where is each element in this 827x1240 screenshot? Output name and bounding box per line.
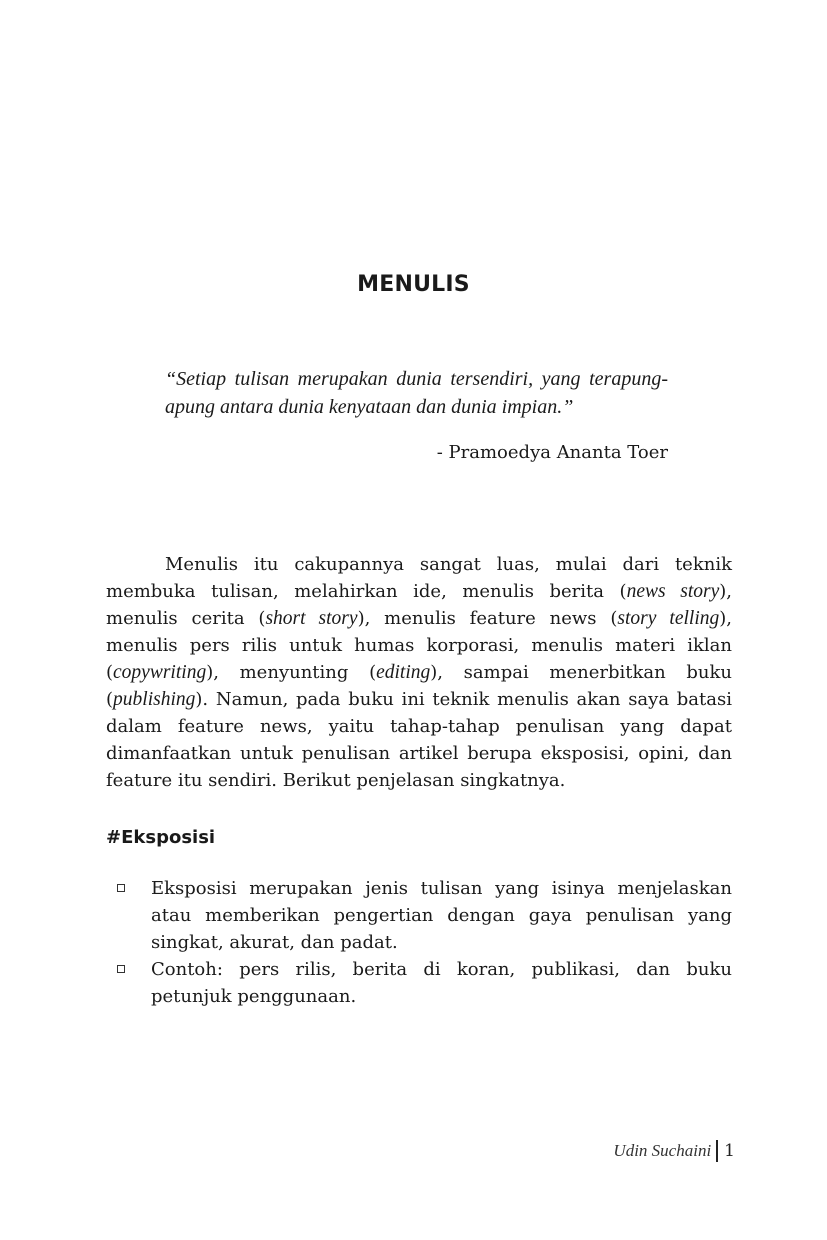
term-copywriting: copywriting: [113, 662, 207, 683]
page-number: 1: [724, 1141, 735, 1161]
epigraph-author: - Pramoedya Ananta Toer: [436, 442, 668, 463]
intro-text: ), menulis feature news (: [357, 608, 618, 629]
term-editing: editing: [376, 662, 431, 683]
intro-text: ). Namun, pada buku ini teknik menulis akan saya batasi dalam feature news, yaitu tahap-tahap penulisan yang dapat dimanfaatkan untuk penulisan artikel berupa eksposisi, opini, dan feature itu sendiri. Berikut penjelasan singkatnya.: [106, 689, 732, 791]
term-news-story: news story: [626, 581, 720, 602]
epigraph-quote: “Setiap tulisan merupakan dunia tersendiri, yang terapung-apung antara dunia kenyataan dan dunia impian.”: [165, 368, 668, 418]
epigraph: [165, 365, 668, 467]
intro-paragraph: [106, 551, 732, 794]
intro-text: ), menulis pers rilis untuk humas korporasi, menulis materi iklan (: [106, 608, 733, 683]
intro-text: ), sampai menerbitkan buku (: [106, 662, 733, 710]
eksposisi-bullet-list: [106, 875, 732, 1010]
list-item: [106, 956, 732, 1010]
list-item-text: Contoh: pers rilis, berita di koran, publikasi, dan buku petunjuk penggunaan.: [151, 959, 732, 1007]
intro-text: ), menulis cerita (: [106, 581, 732, 629]
intro-text: ), menyunting (: [206, 662, 377, 683]
square-bullet-icon: [117, 884, 125, 892]
page-footer: [613, 1139, 735, 1163]
list-item-text: Eksposisi merupakan jenis tulisan yang isinya menjelaskan atau memberikan pengertian dengan gaya penulisan yang singkat, akurat, dan padat.: [151, 878, 732, 953]
term-publishing: publishing: [113, 689, 196, 710]
intro-text: Menulis itu cakupannya sangat luas, mulai dari teknik membuka tulisan, melahirkan ide, menulis berita (: [106, 554, 732, 602]
section-heading-eksposisi: #Eksposisi: [106, 827, 216, 848]
square-bullet-icon: [117, 965, 125, 973]
page-title: MENULIS: [357, 272, 470, 297]
footer-divider: [716, 1140, 718, 1162]
footer-author: Udin Suchaini: [613, 1141, 712, 1160]
term-short-story: short story: [265, 608, 358, 629]
list-item: [106, 875, 732, 956]
term-story-telling: story telling: [617, 608, 720, 629]
